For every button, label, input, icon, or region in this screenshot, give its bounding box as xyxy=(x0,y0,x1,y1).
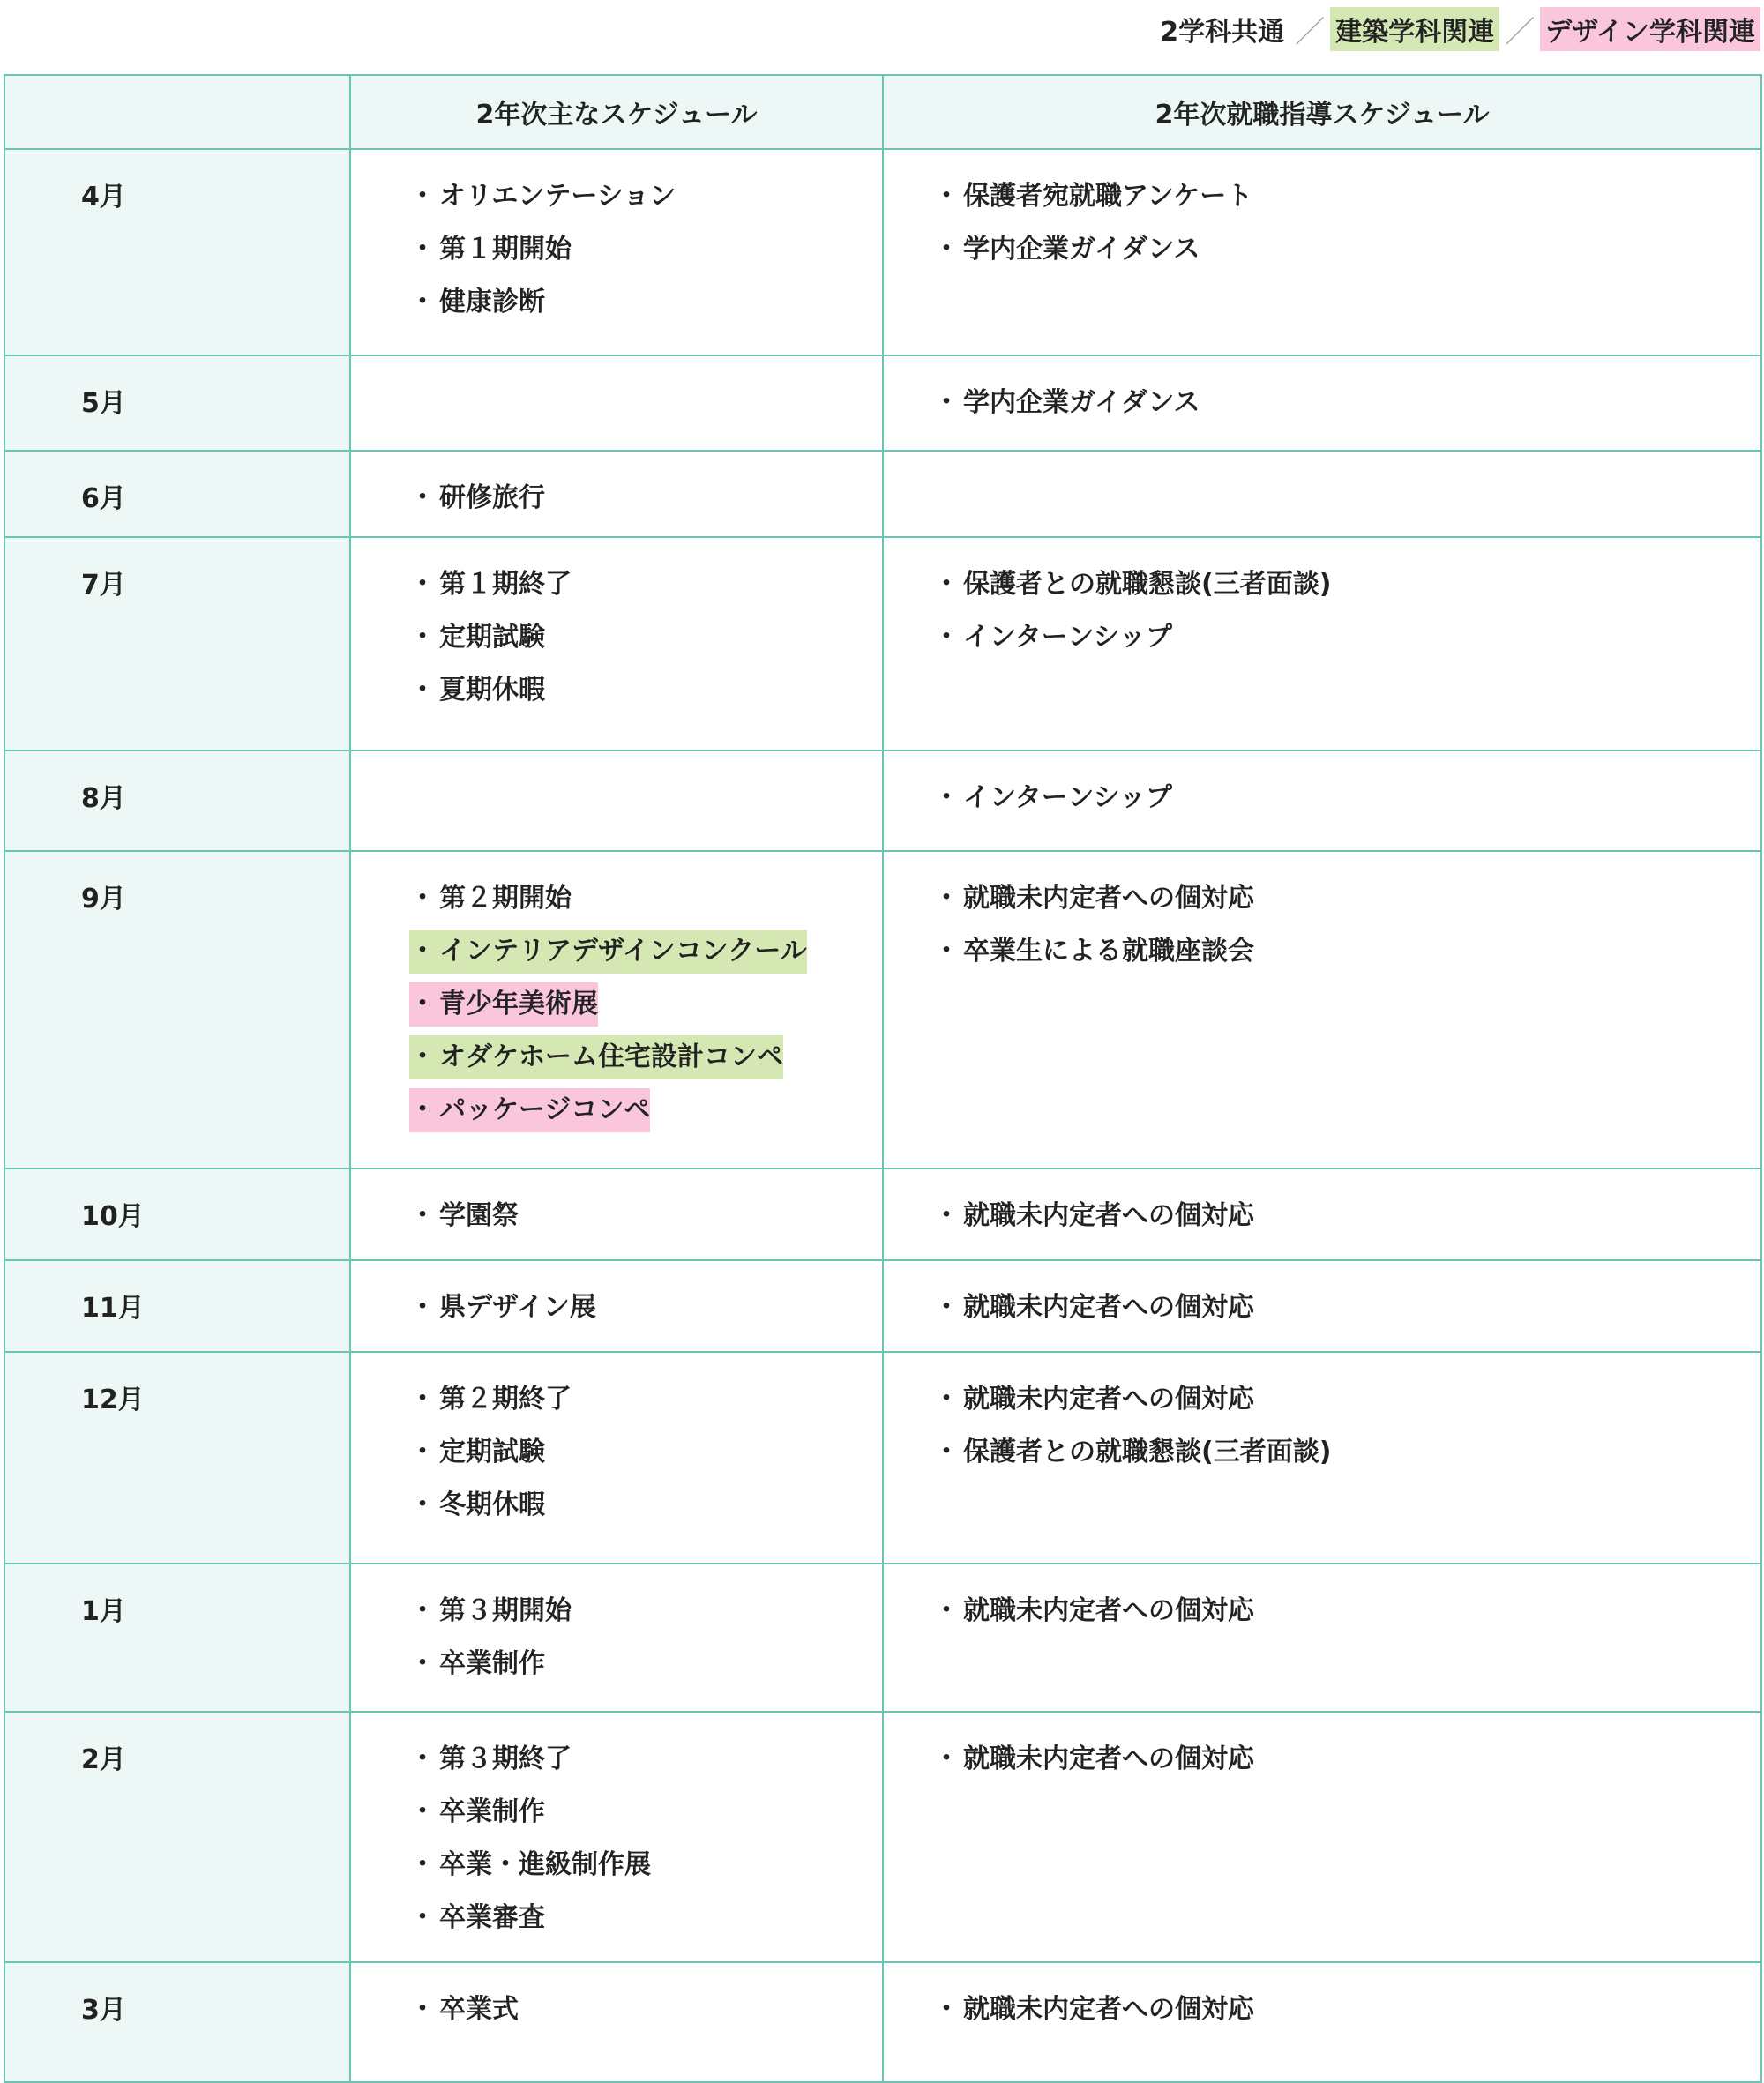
list-item xyxy=(409,1286,596,1330)
job-schedule-cell xyxy=(883,1564,1761,1712)
month-cell: 8月 xyxy=(4,750,350,851)
legend-common: 2学科共通 xyxy=(1160,17,1285,48)
list-item-text: 第２期開始 xyxy=(439,883,572,914)
list-item-text: 就職未内定者への個対応 xyxy=(963,1384,1254,1415)
bullet-icon: ・ xyxy=(409,1743,436,1774)
list-item xyxy=(933,381,1200,425)
bullet-icon: ・ xyxy=(409,181,436,212)
list-item xyxy=(933,776,1172,820)
bullet-icon: ・ xyxy=(409,1292,436,1323)
schedule-list xyxy=(933,563,1760,660)
list-item-text: インテリアデザインコンクール xyxy=(439,936,807,967)
month-cell: 1月 xyxy=(4,1564,350,1712)
list-item xyxy=(933,175,1252,219)
bullet-icon: ・ xyxy=(409,936,436,967)
bullet-icon: ・ xyxy=(933,1384,960,1415)
bullet-icon: ・ xyxy=(933,1743,960,1774)
list-item xyxy=(409,1194,519,1238)
legend-architecture: 建築学科関連 xyxy=(1330,7,1499,51)
bullet-icon: ・ xyxy=(409,1489,436,1520)
list-item-text: 第３期開始 xyxy=(439,1595,572,1626)
month-cell: 4月 xyxy=(4,149,350,355)
list-item xyxy=(933,1194,1254,1238)
list-item xyxy=(933,616,1172,660)
main-schedule-cell xyxy=(350,149,883,355)
schedule-list xyxy=(409,1377,882,1527)
list-item xyxy=(409,982,598,1027)
bullet-icon: ・ xyxy=(409,1796,436,1827)
list-item xyxy=(409,877,572,921)
legend-separator: ／ xyxy=(1505,14,1536,50)
list-item-text: 第２期終了 xyxy=(439,1384,572,1415)
table-row xyxy=(4,1352,1761,1564)
list-item xyxy=(409,1035,783,1079)
table-row xyxy=(4,451,1761,537)
bullet-icon: ・ xyxy=(409,989,436,1019)
bullet-icon: ・ xyxy=(409,1648,436,1679)
list-item-text: 学内企業ガイダンス xyxy=(963,387,1200,418)
bullet-icon: ・ xyxy=(933,622,960,653)
table-row xyxy=(4,355,1761,451)
main-schedule-cell xyxy=(350,1962,883,2082)
list-item-text: 就職未内定者への個対応 xyxy=(963,1200,1254,1231)
header-main-schedule: 2年次主なスケジュール xyxy=(350,75,883,149)
list-item xyxy=(409,228,572,272)
list-item-text: 冬期休暇 xyxy=(439,1489,545,1520)
list-item-text: インターンシップ xyxy=(963,622,1172,653)
list-item-text: 保護者との就職懇談(三者面談) xyxy=(963,569,1332,600)
schedule-list xyxy=(933,877,1760,974)
list-item xyxy=(933,1430,1331,1475)
bullet-icon: ・ xyxy=(409,1094,436,1125)
job-schedule-cell xyxy=(883,1168,1761,1260)
main-schedule-cell xyxy=(350,1352,883,1564)
list-item-text: 就職未内定者への個対応 xyxy=(963,1595,1254,1626)
list-item xyxy=(933,930,1254,974)
list-item-text: 卒業制作 xyxy=(439,1648,545,1679)
list-item-text: オリエンテーション xyxy=(439,181,676,212)
bullet-icon: ・ xyxy=(409,675,436,706)
schedule-list xyxy=(409,563,882,713)
list-item xyxy=(409,1483,545,1527)
list-item xyxy=(409,1988,519,2032)
list-item xyxy=(933,1377,1254,1422)
bullet-icon: ・ xyxy=(409,1902,436,1933)
list-item xyxy=(409,1377,572,1422)
bullet-icon: ・ xyxy=(409,1200,436,1231)
schedule-list xyxy=(933,1377,1760,1475)
list-item-text: 研修旅行 xyxy=(439,482,545,513)
list-item xyxy=(409,668,545,713)
list-item xyxy=(409,1896,545,1940)
table-row xyxy=(4,1168,1761,1260)
job-schedule-cell xyxy=(883,1712,1761,1962)
list-item-text: 第１期開始 xyxy=(439,234,572,265)
month-cell: 6月 xyxy=(4,451,350,537)
list-item-text: 県デザイン展 xyxy=(439,1292,596,1323)
list-item xyxy=(409,476,545,520)
list-item xyxy=(409,616,545,660)
list-item xyxy=(409,1790,545,1834)
month-cell: 7月 xyxy=(4,537,350,750)
list-item-text: 卒業・進級制作展 xyxy=(439,1849,651,1880)
list-item-text: 卒業生による就職座談会 xyxy=(963,936,1254,967)
list-item xyxy=(409,1589,572,1633)
job-schedule-cell xyxy=(883,1352,1761,1564)
list-item-text: 就職未内定者への個対応 xyxy=(963,883,1254,914)
schedule-list xyxy=(409,1286,882,1330)
legend xyxy=(1155,9,1760,49)
main-schedule-cell xyxy=(350,1168,883,1260)
table-row xyxy=(4,750,1761,851)
bullet-icon: ・ xyxy=(409,569,436,600)
schedule-list xyxy=(933,175,1760,272)
bullet-icon: ・ xyxy=(409,287,436,317)
list-item xyxy=(933,228,1200,272)
bullet-icon: ・ xyxy=(933,1292,960,1323)
bullet-icon: ・ xyxy=(933,1200,960,1231)
schedule-list xyxy=(409,1194,882,1238)
list-item xyxy=(409,930,807,974)
bullet-icon: ・ xyxy=(409,622,436,653)
list-item-text: 保護者との就職懇談(三者面談) xyxy=(963,1437,1332,1467)
job-schedule-cell xyxy=(883,851,1761,1168)
list-item-text: 卒業制作 xyxy=(439,1796,545,1827)
list-item-text: 第３期終了 xyxy=(439,1743,572,1774)
schedule-list xyxy=(933,1988,1760,2032)
bullet-icon: ・ xyxy=(409,1849,436,1880)
list-item-text: 健康診断 xyxy=(439,287,545,317)
bullet-icon: ・ xyxy=(933,883,960,914)
month-cell: 9月 xyxy=(4,851,350,1168)
list-item-text: 保護者宛就職アンケート xyxy=(963,181,1253,212)
main-schedule-cell xyxy=(350,1564,883,1712)
schedule-list xyxy=(409,1589,882,1686)
job-schedule-cell xyxy=(883,355,1761,451)
month-cell: 12月 xyxy=(4,1352,350,1564)
list-item xyxy=(409,563,572,607)
table-row xyxy=(4,1962,1761,2082)
list-item xyxy=(933,1589,1254,1633)
schedule-list xyxy=(409,1988,882,2032)
list-item-text: 卒業式 xyxy=(439,1994,519,2025)
bullet-icon: ・ xyxy=(933,936,960,967)
month-cell: 10月 xyxy=(4,1168,350,1260)
list-item-text: 定期試験 xyxy=(439,1437,545,1467)
bullet-icon: ・ xyxy=(409,1994,436,2025)
header-job-schedule: 2年次就職指導スケジュール xyxy=(883,75,1761,149)
list-item-text: 学園祭 xyxy=(439,1200,519,1231)
list-item-text: 青少年美術展 xyxy=(439,989,598,1019)
main-schedule-cell xyxy=(350,451,883,537)
schedule-list xyxy=(933,1589,1760,1633)
list-item xyxy=(933,1286,1254,1330)
bullet-icon: ・ xyxy=(933,1595,960,1626)
bullet-icon: ・ xyxy=(409,1042,436,1072)
table-row xyxy=(4,1712,1761,1962)
job-schedule-cell xyxy=(883,451,1761,537)
list-item xyxy=(409,1843,651,1887)
month-cell: 5月 xyxy=(4,355,350,451)
schedule-list xyxy=(409,175,882,325)
list-item-text: 就職未内定者への個対応 xyxy=(963,1292,1254,1323)
schedule-list xyxy=(933,776,1760,820)
main-schedule-cell xyxy=(350,537,883,750)
job-schedule-cell xyxy=(883,149,1761,355)
month-cell: 2月 xyxy=(4,1712,350,1962)
list-item xyxy=(409,1737,572,1781)
job-schedule-cell xyxy=(883,750,1761,851)
list-item-text: 就職未内定者への個対応 xyxy=(963,1994,1254,2025)
schedule-body xyxy=(4,149,1761,2082)
list-item-text: 夏期休暇 xyxy=(439,675,545,706)
list-item xyxy=(933,1737,1254,1781)
bullet-icon: ・ xyxy=(933,1994,960,2025)
table-row xyxy=(4,1260,1761,1352)
table-header-row xyxy=(4,75,1761,149)
schedule-table xyxy=(4,74,1762,2083)
list-item xyxy=(409,175,676,219)
job-schedule-cell xyxy=(883,537,1761,750)
main-schedule-cell xyxy=(350,1260,883,1352)
schedule-list xyxy=(933,1194,1760,1238)
list-item-text: インターンシップ xyxy=(963,782,1172,813)
bullet-icon: ・ xyxy=(409,1437,436,1467)
bullet-icon: ・ xyxy=(409,1384,436,1415)
table-row xyxy=(4,537,1761,750)
legend-design: デザイン学科関連 xyxy=(1540,7,1760,51)
list-item-text: 第１期終了 xyxy=(439,569,572,600)
bullet-icon: ・ xyxy=(933,387,960,418)
schedule-list xyxy=(933,1737,1760,1781)
list-item-text: 就職未内定者への個対応 xyxy=(963,1743,1254,1774)
table-row xyxy=(4,1564,1761,1712)
table-row xyxy=(4,149,1761,355)
list-item-text: 卒業審査 xyxy=(439,1902,545,1933)
schedule-list xyxy=(409,1737,882,1940)
bullet-icon: ・ xyxy=(933,1437,960,1467)
schedule-list xyxy=(409,877,882,1132)
list-item-text: 定期試験 xyxy=(439,622,545,653)
schedule-list xyxy=(933,381,1760,425)
schedule-list xyxy=(409,476,882,520)
bullet-icon: ・ xyxy=(933,782,960,813)
table-row xyxy=(4,851,1761,1168)
bullet-icon: ・ xyxy=(933,569,960,600)
list-item xyxy=(933,563,1331,607)
month-cell: 3月 xyxy=(4,1962,350,2082)
month-cell: 11月 xyxy=(4,1260,350,1352)
bullet-icon: ・ xyxy=(409,482,436,513)
list-item xyxy=(409,1642,545,1686)
schedule-list xyxy=(933,1286,1760,1330)
list-item-text: オダケホーム住宅設計コンペ xyxy=(439,1042,783,1072)
bullet-icon: ・ xyxy=(933,234,960,265)
bullet-icon: ・ xyxy=(933,181,960,212)
bullet-icon: ・ xyxy=(409,883,436,914)
list-item xyxy=(409,1088,650,1132)
main-schedule-cell xyxy=(350,355,883,451)
job-schedule-cell xyxy=(883,1260,1761,1352)
bullet-icon: ・ xyxy=(409,1595,436,1626)
bullet-icon: ・ xyxy=(409,234,436,265)
list-item-text: 学内企業ガイダンス xyxy=(963,234,1200,265)
main-schedule-cell xyxy=(350,1712,883,1962)
main-schedule-cell xyxy=(350,851,883,1168)
list-item-text: パッケージコンペ xyxy=(439,1094,651,1125)
header-month xyxy=(4,75,350,149)
list-item xyxy=(933,877,1254,921)
legend-separator: ／ xyxy=(1295,14,1326,50)
main-schedule-cell xyxy=(350,750,883,851)
list-item xyxy=(409,1430,545,1475)
job-schedule-cell xyxy=(883,1962,1761,2082)
list-item xyxy=(933,1988,1254,2032)
list-item xyxy=(409,280,545,325)
